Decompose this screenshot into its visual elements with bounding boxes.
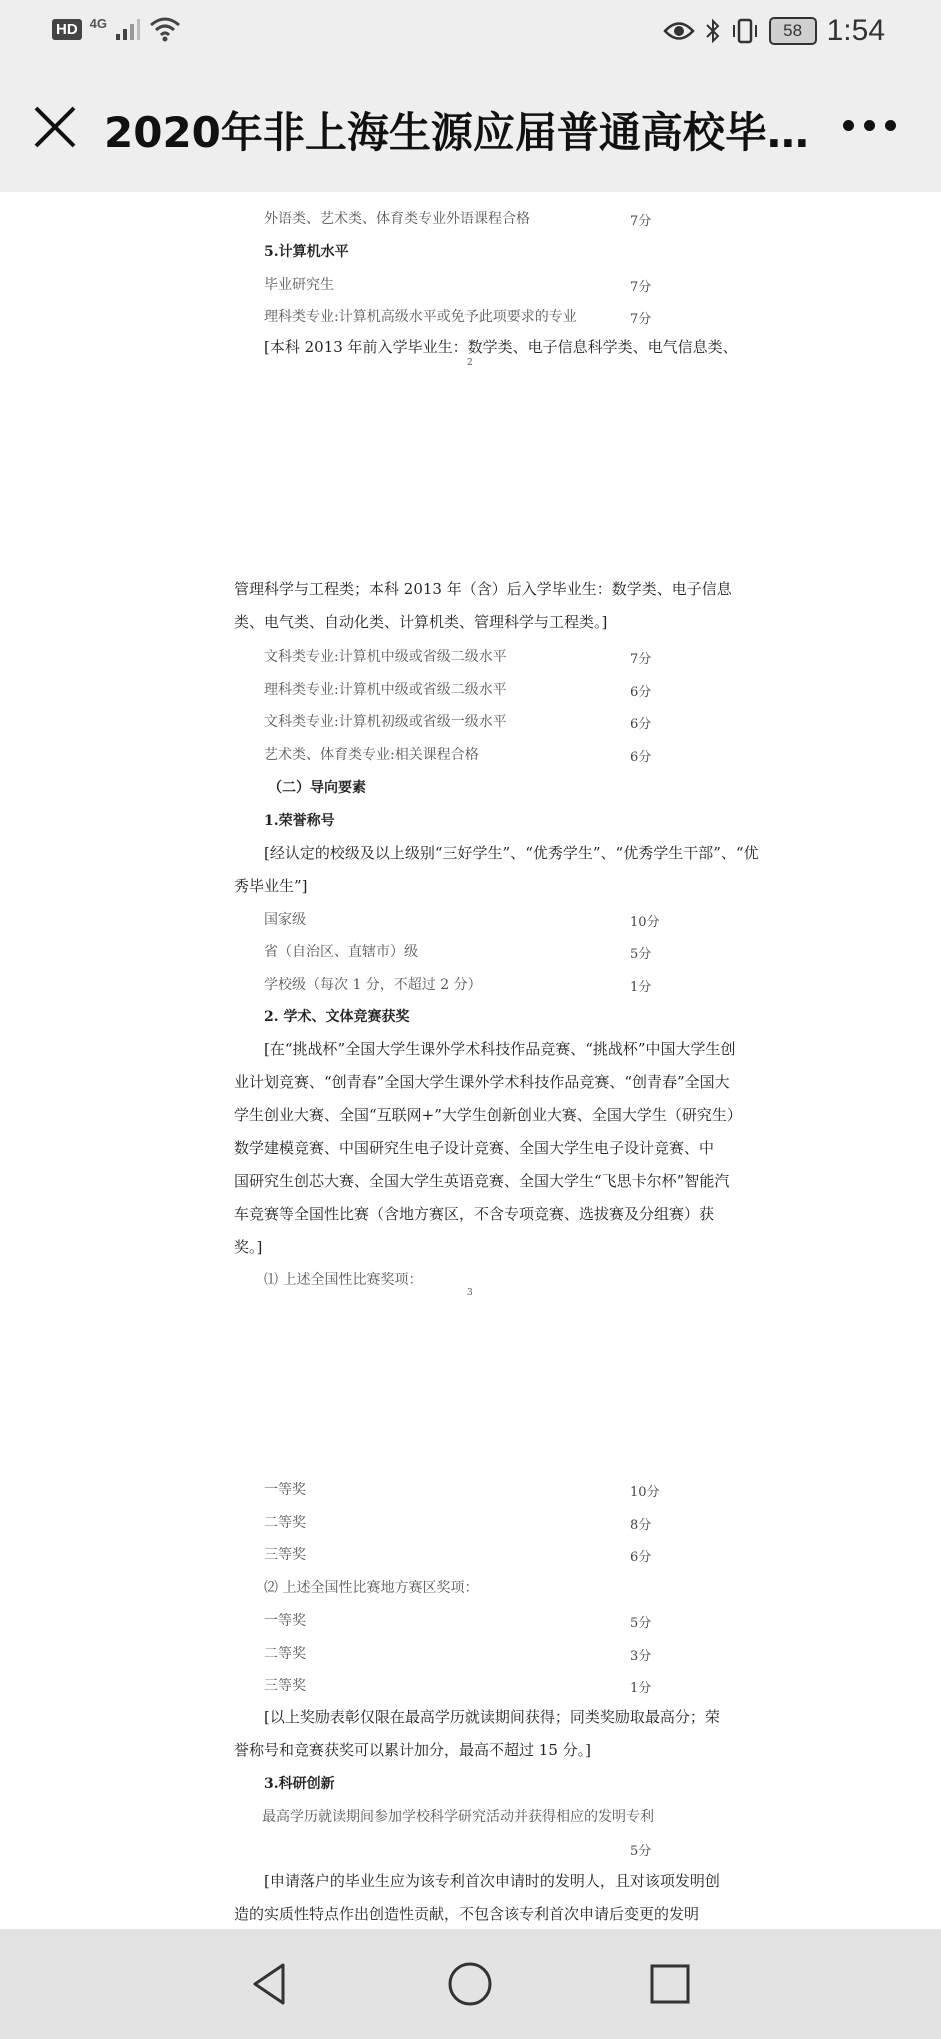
network-type: 4G — [89, 15, 108, 31]
doc-score: 5分 — [630, 1616, 652, 1631]
doc-line: ⑵ 上述全国性比赛地方赛区奖项： — [264, 1580, 479, 1596]
doc-line: 最高学历就读期间参加学校科学研究活动并获得相应的发明专利 — [262, 1809, 654, 1825]
battery-indicator: 58 — [769, 17, 817, 45]
page-title: 2020年非上海生源应届普通高校毕… — [104, 108, 809, 157]
doc-paragraph-line: 学生创业大赛、全国“互联网+”大学生创新创业大赛、全国大学生（研究生） — [234, 1106, 742, 1124]
doc-heading: 1.荣誉称号 — [264, 813, 335, 829]
doc-paragraph-line: 类、电气类、自动化类、计算机类、管理科学与工程类。] — [234, 613, 608, 631]
doc-heading: 3.科研创新 — [264, 1776, 335, 1792]
doc-line: 艺术类、体育类专业:相关课程合格 — [264, 747, 479, 763]
doc-paragraph-line: 奖。] — [234, 1238, 263, 1256]
doc-score: 7分 — [630, 214, 652, 229]
hd-badge: HD — [52, 19, 82, 40]
doc-line: 三等奖 — [264, 1547, 306, 1563]
doc-paragraph-line: 秀毕业生”] — [234, 877, 308, 895]
doc-paragraph-line: 车竞赛等全国性比赛（含地方赛区，不含专项竞赛、选拔赛及分组赛）获 — [234, 1205, 715, 1223]
doc-score: 7分 — [630, 280, 652, 295]
doc-paragraph-line: 管理科学与工程类；本科 2013 年（含）后入学毕业生：数学类、电子信息 — [234, 580, 732, 598]
doc-score: 6分 — [630, 685, 652, 700]
doc-line: 省（自治区、直辖市）级 — [264, 944, 418, 960]
doc-paragraph-line: 国研究生创芯大赛、全国大学生英语竞赛、全国大学生“飞思卡尔杯”智能汽 — [234, 1172, 730, 1190]
doc-score: 5分 — [630, 947, 652, 962]
doc-paragraph-line: [经认定的校级及以上级别“三好学生”、“优秀学生”、“优秀学生干部”、“优 — [264, 844, 759, 862]
doc-score: 10分 — [630, 915, 660, 930]
status-left — [52, 16, 181, 42]
status-right — [663, 14, 885, 48]
doc-paragraph-line: [在“挑战杯”全国大学生课外学术科技作品竞赛、“挑战杯”中国大学生创 — [264, 1040, 736, 1058]
recents-icon[interactable] — [647, 1961, 693, 2007]
doc-score: 7分 — [630, 312, 652, 327]
doc-heading: 2. 学术、文体竞赛获奖 — [264, 1009, 410, 1025]
home-icon[interactable] — [447, 1961, 493, 2007]
page-number: 3 — [467, 1288, 473, 1298]
doc-line: 一等奖 — [264, 1482, 306, 1498]
doc-line: 二等奖 — [264, 1646, 306, 1662]
doc-line: 国家级 — [264, 912, 306, 928]
close-icon[interactable] — [30, 102, 80, 152]
navigation-bar — [0, 1929, 941, 2039]
doc-score: 5分 — [630, 1844, 652, 1859]
doc-score: 8分 — [630, 1518, 652, 1533]
doc-line: 文科类专业:计算机中级或省级二级水平 — [264, 649, 507, 665]
doc-paragraph-line: 造的实质性特点作出创造性贡献，不包含该专利首次申请后变更的发明 — [234, 1905, 700, 1923]
wifi-icon — [149, 16, 181, 42]
doc-line: 毕业研究生 — [264, 277, 334, 293]
doc-line: ⑴ 上述全国性比赛奖项： — [264, 1272, 423, 1288]
signal-icon — [115, 17, 141, 41]
bluetooth-icon — [705, 18, 721, 44]
clock: 1:54 — [826, 14, 885, 47]
title-bar — [0, 62, 941, 192]
doc-line: 三等奖 — [264, 1678, 306, 1694]
page-number: 2 — [467, 358, 473, 368]
doc-line: 一等奖 — [264, 1613, 306, 1629]
doc-score: 10分 — [630, 1485, 660, 1500]
doc-score: 6分 — [630, 750, 652, 765]
more-dot-icon — [843, 120, 854, 131]
doc-score: 1分 — [630, 980, 652, 995]
doc-score: 3分 — [630, 1649, 652, 1664]
doc-line: 学校级（每次 1 分，不超过 2 分） — [264, 977, 482, 993]
doc-paragraph-line: [本科 2013 年前入学毕业生：数学类、电子信息科学类、电气信息类、 — [264, 338, 738, 356]
doc-paragraph-line: [以上奖励表彰仅限在最高学历就读期间获得；同类奖励取最高分；荣 — [264, 1708, 720, 1726]
doc-paragraph-line: 业计划竞赛、“创青春”全国大学生课外学术科技作品竞赛、“创青春”全国大 — [234, 1073, 730, 1091]
doc-heading: 5.计算机水平 — [264, 244, 349, 260]
doc-paragraph-line: [申请落户的毕业生应为该专利首次申请时的发明人，且对该项发明创 — [264, 1872, 720, 1890]
more-options-button[interactable] — [843, 120, 896, 131]
eye-icon — [663, 20, 695, 42]
more-dot-icon — [885, 120, 896, 131]
vibrate-icon — [731, 18, 759, 44]
doc-line: 文科类专业:计算机初级或省级一级水平 — [264, 714, 507, 730]
doc-line: 理科类专业:计算机中级或省级二级水平 — [264, 682, 507, 698]
doc-line: 理科类专业:计算机高级水平或免予此项要求的专业 — [264, 309, 577, 325]
document-viewer[interactable] — [0, 192, 941, 1929]
more-dot-icon — [864, 120, 875, 131]
doc-line: 外语类、艺术类、体育类专业外语课程合格 — [264, 211, 530, 227]
doc-score: 6分 — [630, 1550, 652, 1565]
status-bar — [0, 0, 941, 62]
doc-paragraph-line: 数学建模竞赛、中国研究生电子设计竞赛、全国大学生电子设计竞赛、中 — [234, 1139, 715, 1157]
doc-score: 7分 — [630, 652, 652, 667]
doc-heading: （二）导向要素 — [268, 780, 366, 796]
doc-score: 1分 — [630, 1681, 652, 1696]
back-icon[interactable] — [247, 1961, 293, 2007]
doc-score: 6分 — [630, 717, 652, 732]
doc-paragraph-line: 誉称号和竞赛获奖可以累计加分，最高不超过 15 分。] — [234, 1741, 591, 1759]
doc-line: 二等奖 — [264, 1515, 306, 1531]
